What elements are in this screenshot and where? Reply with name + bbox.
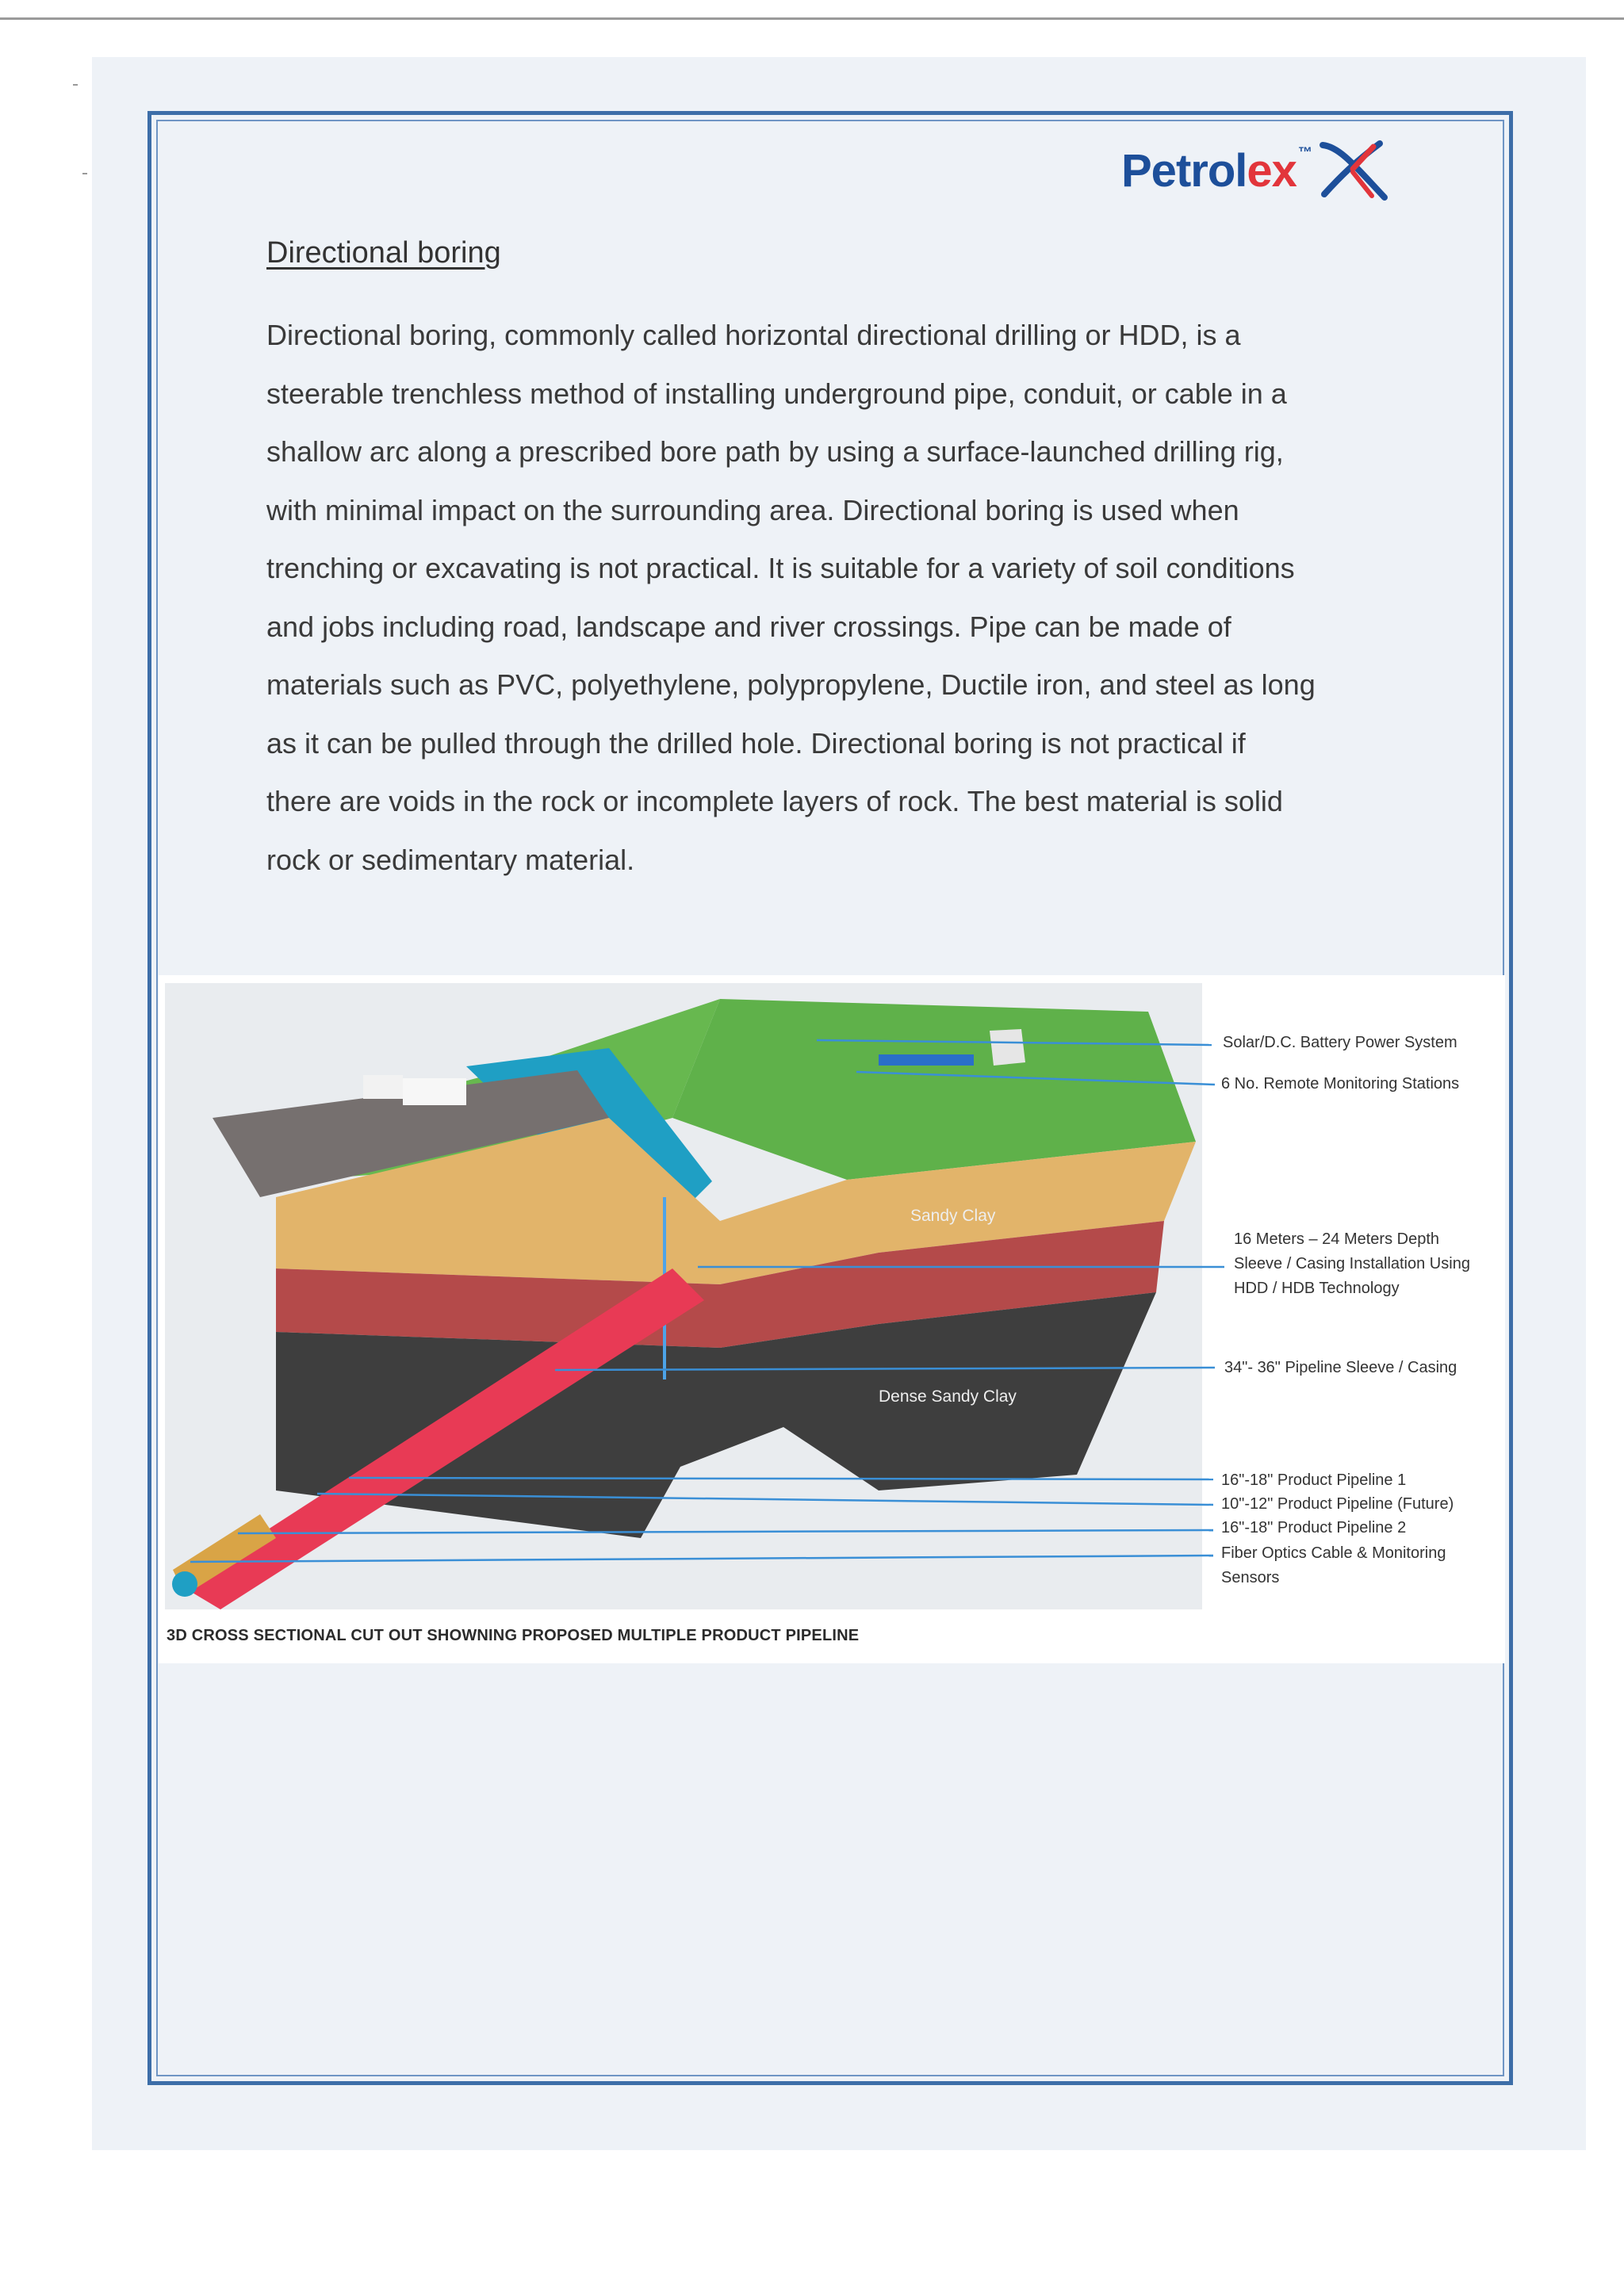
hdd-cross-section-illustration bbox=[165, 983, 1202, 1609]
logo-wordmark-main: Petrol bbox=[1121, 144, 1247, 197]
body-line: rock or sedimentary material. bbox=[266, 843, 635, 876]
callout-monitoring-stations: 6 No. Remote Monitoring Stations bbox=[1221, 1075, 1460, 1093]
petrolex-logo bbox=[1121, 135, 1392, 206]
callout-product-pipeline-future: 10"-12" Product Pipeline (Future) bbox=[1221, 1495, 1454, 1513]
body-line: with minimal impact on the surrounding area. Directional boring is used when bbox=[266, 493, 1239, 526]
logo-x-mark-icon bbox=[1316, 137, 1392, 204]
solar-panel-array bbox=[879, 1054, 974, 1066]
body-line: trenching or excavating is not practical. It is suitable for a variety of soil conditions bbox=[266, 552, 1295, 584]
body-line: steerable trenchless method of installing underground pipe, conduit, or cable in a bbox=[266, 377, 1287, 410]
body-line: there are voids in the rock or incomplete layers of rock. The best material is solid bbox=[266, 785, 1283, 817]
scan-top-rule bbox=[0, 17, 1624, 20]
body-line: Directional boring, commonly called horizontal directional drilling or HDD, is a bbox=[266, 319, 1241, 351]
label-sandy-clay: Sandy Clay bbox=[910, 1207, 996, 1225]
body-line: shallow arc along a prescribed bore path by using a surface-launched drilling rig, bbox=[266, 435, 1284, 468]
logo-trademark: ™ bbox=[1297, 144, 1312, 160]
logo-wordmark-accent: ex bbox=[1247, 144, 1297, 197]
monitoring-station bbox=[990, 1029, 1025, 1066]
pipeline-end-cap bbox=[172, 1571, 197, 1597]
scan-speck bbox=[82, 173, 87, 174]
section-heading: Directional boring bbox=[266, 236, 501, 270]
label-dense-sandy-clay: Dense Sandy Clay bbox=[879, 1387, 1017, 1406]
figure-caption: 3D CROSS SECTIONAL CUT OUT SHOWNING PROPOSED MULTIPLE PRODUCT PIPELINE bbox=[167, 1627, 860, 1644]
body-line: and jobs including road, landscape and river crossings. Pipe can be made of bbox=[266, 610, 1231, 643]
callout-fiber-optics: Fiber Optics Cable & Monitoring Sensors bbox=[1221, 1544, 1446, 1586]
callout-product-pipeline-1: 16"-18" Product Pipeline 1 bbox=[1221, 1471, 1407, 1489]
body-line: materials such as PVC, polyethylene, polypropylene, Ductile iron, and steel as long bbox=[266, 668, 1316, 701]
body-line: as it can be pulled through the drilled hole. Directional boring is not practical if bbox=[266, 726, 1246, 760]
callout-product-pipeline-2: 16"-18" Product Pipeline 2 bbox=[1221, 1519, 1407, 1536]
scan-speck bbox=[73, 84, 78, 86]
callout-pipeline-sleeve: 34"- 36" Pipeline Sleeve / Casing bbox=[1224, 1359, 1457, 1376]
truck-1 bbox=[363, 1075, 403, 1099]
truck-2 bbox=[403, 1078, 466, 1105]
callout-depth-installation: 16 Meters – 24 Meters Depth Sleeve / Casing Installation Using HDD / HDB Technology bbox=[1234, 1230, 1470, 1297]
callout-solar-power: Solar/D.C. Battery Power System bbox=[1223, 1034, 1457, 1051]
section-body bbox=[266, 306, 1392, 889]
